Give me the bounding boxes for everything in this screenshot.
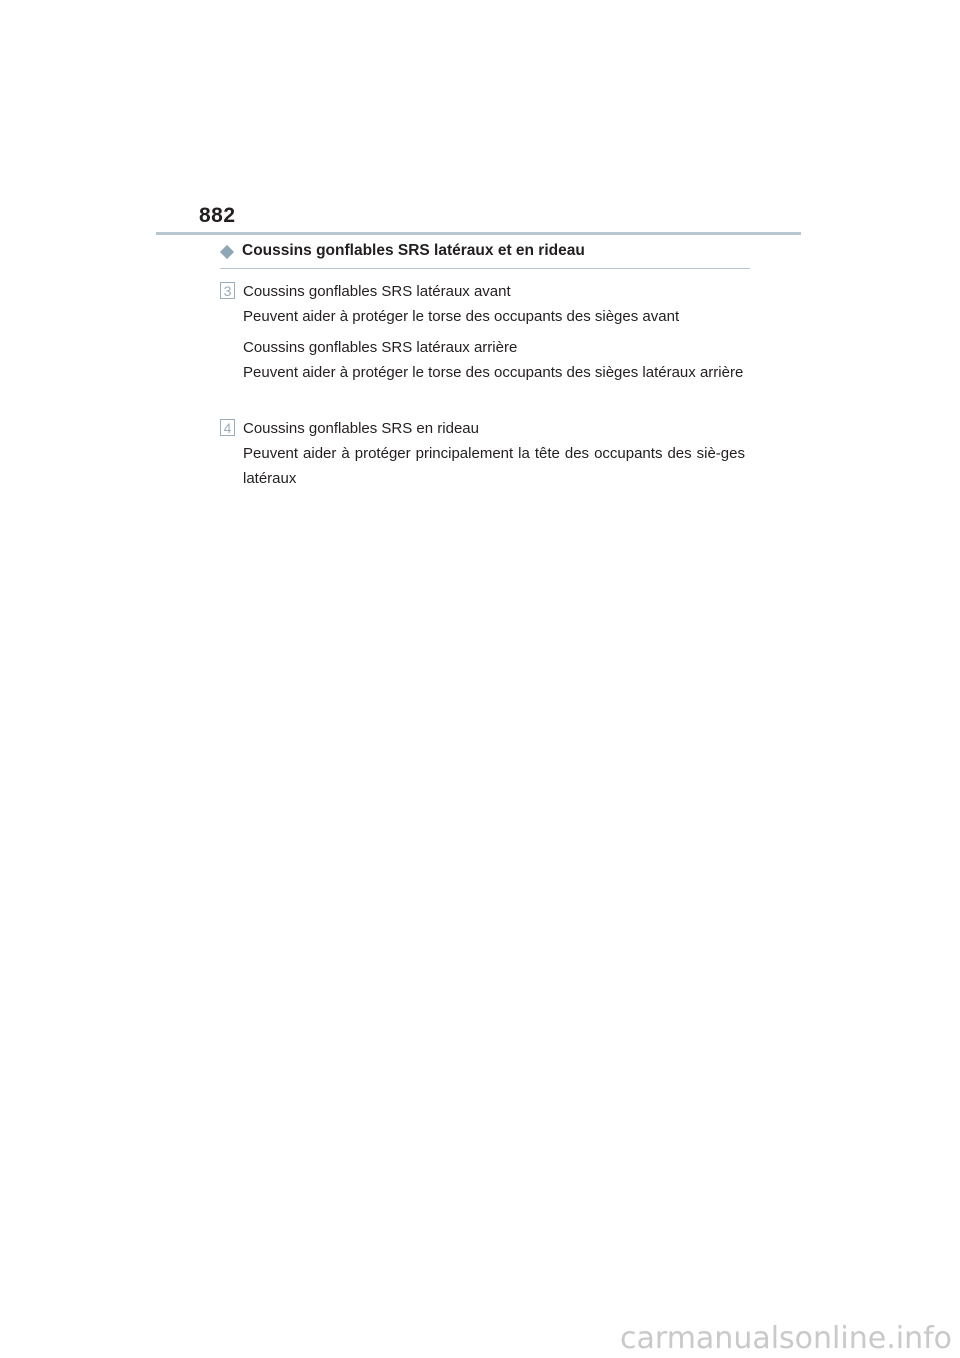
item-number-badge: 3 bbox=[220, 282, 235, 299]
item-title: Coussins gonflables SRS latéraux arrière bbox=[243, 339, 518, 356]
item-number-badge: 4 bbox=[220, 419, 235, 436]
item-title: Coussins gonflables SRS en rideau bbox=[243, 420, 479, 437]
item-body bbox=[243, 279, 745, 385]
item-title: Coussins gonflables SRS latéraux avant bbox=[243, 283, 511, 300]
list-item-4 bbox=[220, 416, 745, 491]
page-number: 882 bbox=[199, 204, 236, 227]
item-description: Peuvent aider à protéger principalement la tête des occupants des siè-ges latéraux bbox=[243, 445, 745, 487]
item-body bbox=[243, 416, 745, 491]
diamond-bullet-icon bbox=[220, 245, 234, 259]
header-rule bbox=[156, 232, 801, 235]
section-heading-rule bbox=[220, 268, 750, 269]
watermark: carmanualsonline.info bbox=[620, 1321, 952, 1356]
section-title: Coussins gonflables SRS latéraux et en rideau bbox=[242, 242, 585, 259]
item-description: Peuvent aider à protéger le torse des occupants des sièges latéraux arrière bbox=[243, 364, 744, 381]
section-heading bbox=[220, 242, 750, 268]
list-item-3 bbox=[220, 279, 745, 385]
item-description: Peuvent aider à protéger le torse des occupants des sièges avant bbox=[243, 308, 680, 325]
